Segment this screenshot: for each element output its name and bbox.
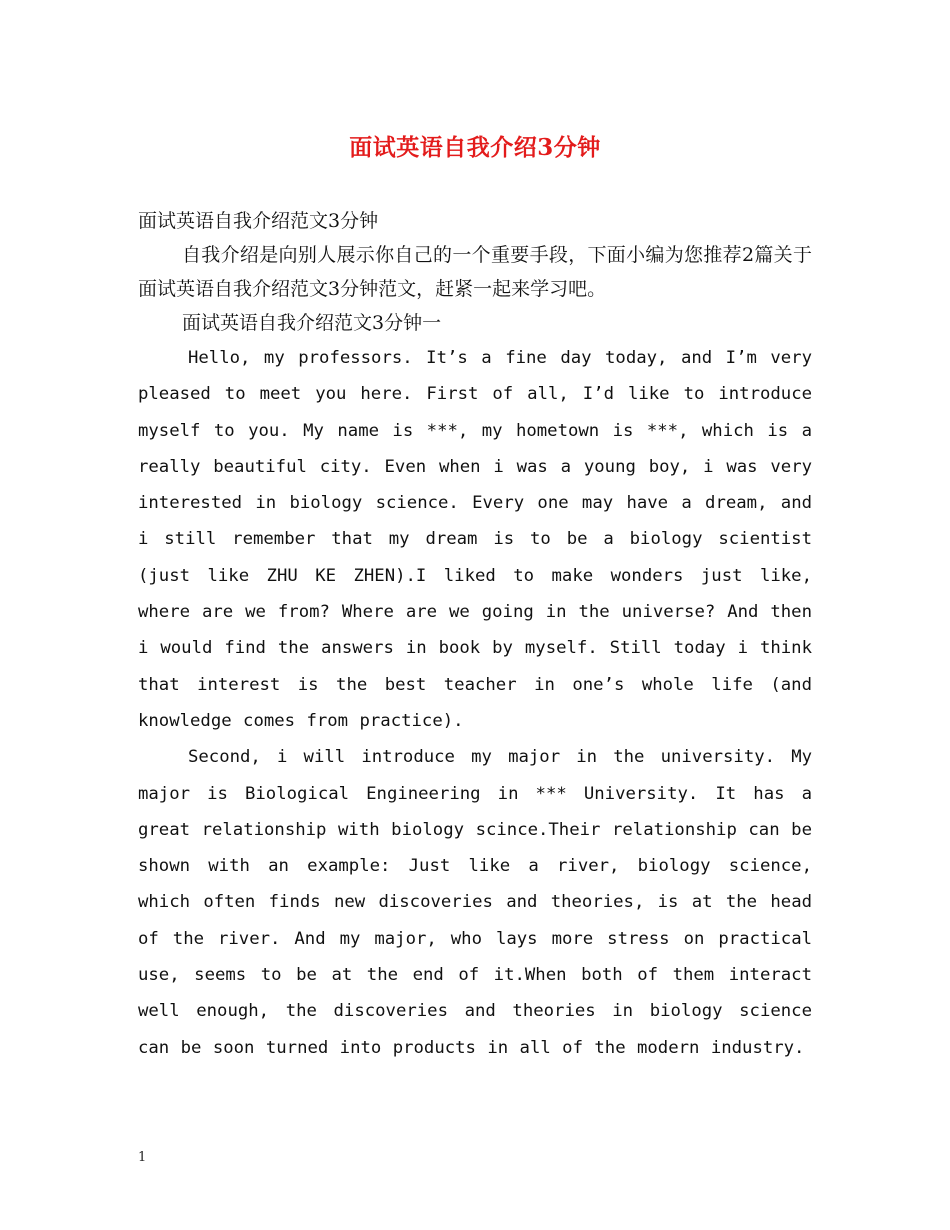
section-title: 面试英语自我介绍范文3分钟一: [182, 312, 442, 334]
document-body: [138, 204, 812, 1066]
body-paragraph-1: Hello, my professors. It’s a fine day today, and I’m very pleased to meet you here. First of all, I’d like to introduce myself to you. My name is ***, my hometown is ***, which is a really beautiful city. Even when i was a young boy, i was very interested in biology science. Every one may have a dream, and i still remember that my dream is to be a biology scientist (just like ZHU KE ZHEN).I liked to make wonders just like, where are we from? Where are we going in the universe? And then i would find the answers in book by myself. Still today i think that interest is the best teacher in one’s whole life (and knowledge comes from practice).: [138, 348, 812, 731]
body-paragraph-2: Second, i will introduce my major in the university. My major is Biological Engineering in *** University. It has a great relationship with biology scince.Their relationship can be shown with an example: Just like a river, biology science, which often finds new discoveries and theories, is at the head of the river. And my major, who lays more stress on practical use, seems to be at the end of it.When both of them interact well enough, the discoveries and theories in biology science can be soon turned into products in all of the modern industry.: [138, 747, 812, 1058]
page-number: 1: [138, 1150, 147, 1165]
document-title: 面试英语自我介绍3分钟: [349, 134, 601, 161]
document-heading: 面试英语自我介绍范文3分钟: [138, 210, 379, 232]
intro-paragraph: 自我介绍是向别人展示你自己的一个重要手段，下面小编为您推荐2篇关于面试英语自我介绍范文3分钟范文，赶紧一起来学习吧。: [138, 244, 812, 300]
